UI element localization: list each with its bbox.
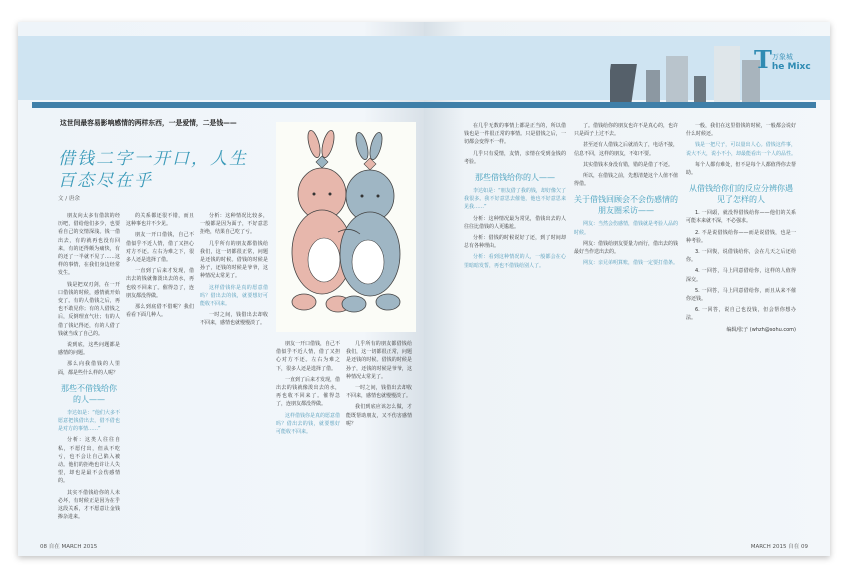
header-rule — [424, 102, 816, 108]
logo-cn: 万象城 — [771, 53, 793, 61]
right-page — [424, 22, 830, 556]
list-item: 4. 一回答，马上同意借给你，这样的人值得深交。 — [686, 268, 796, 283]
paragraph: 说到底，这些问题都是感情的问题。 — [58, 342, 120, 357]
paragraph: 分析：这种情况最为常见，借钱出去的人往往比借钱的人更尴尬。 — [464, 215, 566, 230]
paragraph: 分析：这种情况比较多，一般都是因为面子，不好意思拒绝，结果自己吃了亏。 — [200, 213, 268, 236]
page-number-right: MARCH 2015 自在 09 — [750, 544, 808, 550]
paragraph: 在几乎无数的事情上都是正当的，所以借钱也是一件很正常的事情。只是借钱之后，一切都会变得不一样。 — [464, 123, 566, 146]
left-column-4 — [346, 340, 412, 540]
quote-paragraph: 李达如是：“他们大多不愿意把钱借出去，借不借也是对方的事情……” — [58, 409, 120, 433]
article-title: 借钱二字一开口，人生百态尽在乎 — [58, 149, 248, 191]
editor-credit: 编辑/张子 (whzh@sohu.com) — [726, 326, 796, 333]
paragraph: 分析：这类人往往自私，不愿付出，但从不吃亏，也不会让自己陷入被动。他们的拒绝也许让人失望，却也是最不会伤感情的。 — [58, 437, 120, 485]
byline: 文 / 唐余 — [58, 196, 80, 202]
quote-paragraph: 这样借钱你是真的愿意借吗？借出去的钱，就要想好可能收不回来。 — [276, 412, 340, 436]
paragraph: 钱是把双刃剑，在一开口借钱的时候，感情就开始变了。有的人借钱之后，再也不敢见你；有的人借钱之后，反倒理直气壮；有的人借了钱记得还，有的人借了钱就当成了自己的。 — [58, 281, 120, 337]
top-color-band — [18, 36, 424, 100]
right-column-3 — [686, 122, 796, 542]
paragraph: 几乎所有的朋友都借钱给我们，这一切都很正常，问题是还钱的时候。借钱的时候是孙子，还钱的时候是爷爷，这种情况太常见了。 — [200, 240, 268, 280]
list-item: 3. 一回復，说借钱给你，会在几天之后还给你。 — [686, 249, 796, 264]
list-item: 6. 一回答，说自己也没钱，但会帮你想办法。 — [686, 307, 796, 322]
header-rule — [32, 102, 424, 108]
paragraph: 其实不借钱给你的人未必坏，有时候正是因为在乎这段关系，才不愿意让金钱掺杂进来。 — [58, 489, 120, 521]
quote-paragraph: 李达如是：“朋友借了我的钱，却好像欠了我很多。我不好意思去催他，他也不好意思来见我……” — [464, 188, 566, 211]
quote-paragraph: 钱是一把尺子，可以量出人心。借钱这件事，说大不大，说小不小，却最能看出一个人的品性。 — [686, 142, 796, 157]
paragraph: 那么向我借钱的人里面，都是些什么样的人呢？ — [58, 361, 120, 376]
list-item: 2. 不是说借钱给你——而是说借钱，也是一种考验。 — [686, 229, 796, 244]
paragraph: 了。借钱给你的朋友也许不是真心的，也许只是面子上过不去。 — [574, 123, 678, 138]
paragraph: 所以，在借钱之前，先想清楚这个人值不值得借。 — [574, 173, 678, 188]
section-heading: 那些不借钱给你的人—— — [61, 383, 117, 404]
quote-paragraph: 网友：当然会伤感情，借钱就是考验人品的时候。 — [574, 221, 678, 236]
city-buildings-image — [610, 42, 770, 102]
paragraph: 朋友一开口借钱，自己不借似乎不近人情，借了又担心对方不还。左右为难之下，很多人还是选择了借。 — [126, 232, 194, 264]
paragraph: 一般，我们在这里借钱的时候，一般都会说好什么时候还。 — [686, 123, 796, 138]
left-column-1b — [126, 212, 194, 542]
left-column-2 — [200, 212, 268, 542]
left-column-3 — [276, 340, 340, 540]
intro-text: 这世间最容易影响感情的两样东西，一是爱情，二是钱—— — [60, 119, 237, 127]
right-column-1 — [464, 122, 566, 542]
paragraph: 其实借钱本身没有错，错的是借了不还。 — [583, 161, 674, 168]
rabbits-image — [276, 122, 416, 332]
quote-paragraph: 网友：亲兄弟明算账，借钱一定要打借条。 — [583, 260, 678, 267]
section-heading: 关于借钱回顾会不会伤感情的朋友圈采访—— — [574, 195, 678, 216]
paragraph: 一时之间，钱借出去却收不回来，感情也就慢慢淡了。 — [200, 312, 268, 327]
paragraph: 朋友向太多有借款的经历吧，借给他们多少，也要看自己的交情深浅。钱一借出去，有的就再也没有回来，有的还得颇为痛快，有的还了一半就不见了……这样的事情，在我们身边经常发生。 — [58, 213, 120, 277]
paragraph: 一直到了后来才发现，借出去的钱就像泼出去的水，再也收不回来了。催得急了，连朋友都没得做。 — [276, 376, 340, 408]
logo-en: he Mixc — [771, 62, 811, 72]
paragraph: 甚至还有人借钱之后就消失了，电话不接，信息不回，这样的朋友，不如不要。 — [574, 142, 678, 157]
left-column-1 — [58, 212, 120, 542]
section-heading: 那些借钱给你的人—— — [475, 173, 555, 183]
rabbit-illustration — [276, 122, 416, 332]
paragraph: 网友：借钱给朋友要量力而行，借出去的钱最好当作送出去的。 — [574, 240, 678, 256]
paragraph: 朋友一开口借钱，自己不借似乎不近人情，借了又担心对方不还。左右为难之下，很多人还是选择了借。 — [276, 341, 340, 372]
section-logo — [754, 45, 814, 74]
paragraph: 那么到底借不借呢？我们看看下面几种人。 — [126, 304, 194, 319]
quote-paragraph: 这样借钱你是真的愿意借吗？借出去的钱，就要想好可能收不回来。 — [200, 284, 268, 308]
quote-paragraph: 分析：看到这种情况的人，一般都会在心里暗暗发誓，再也不借钱给别人了。 — [464, 254, 566, 269]
section-heading: 从借钱给你们的反应分辨你遇见了怎样的人 — [689, 184, 793, 205]
paragraph: 一直到了后来才发现，借出去的钱就像泼出去的水，再也收不回来了。催得急了，连朋友都没得做。 — [126, 268, 194, 299]
magazine-spread — [18, 22, 830, 556]
paragraph: 几乎所有的朋友都借钱给我们，这一切都很正常，问题是还钱的时候。借钱的时候是孙子，还钱的时候是爷爷，这种情况太常见了。 — [346, 341, 412, 380]
paragraph: 我们到底应该怎么做，才能既帮助朋友，又不伤害感情呢？ — [346, 404, 412, 427]
list-item: 1. 一回頭，就没得借钱给你——他们的关系可能本来就不深，不必强求。 — [686, 210, 796, 225]
logo-letter: T — [754, 45, 772, 74]
list-item: 5. 一回答，马上同意借给你，而且从来不催你还钱。 — [686, 287, 796, 303]
page-number-left: 08 自在 MARCH 2015 — [40, 544, 98, 550]
paragraph: 的关系都还很不错，而且这种事也并不少见。 — [126, 213, 194, 228]
paragraph: 一时之间，钱借出去却收不回来，感情也就慢慢淡了。 — [346, 385, 412, 400]
right-column-2 — [574, 122, 678, 542]
left-page — [18, 22, 424, 556]
paragraph: 几乎只有爱情，友情，亲情在受到金钱的考验。 — [464, 150, 566, 165]
paragraph: 分析：借钱的时候说好了还，到了时间却总有各种理由。 — [464, 235, 566, 250]
paragraph: 每个人都有难处，但不是每个人都值得你去帮助。 — [686, 161, 796, 177]
